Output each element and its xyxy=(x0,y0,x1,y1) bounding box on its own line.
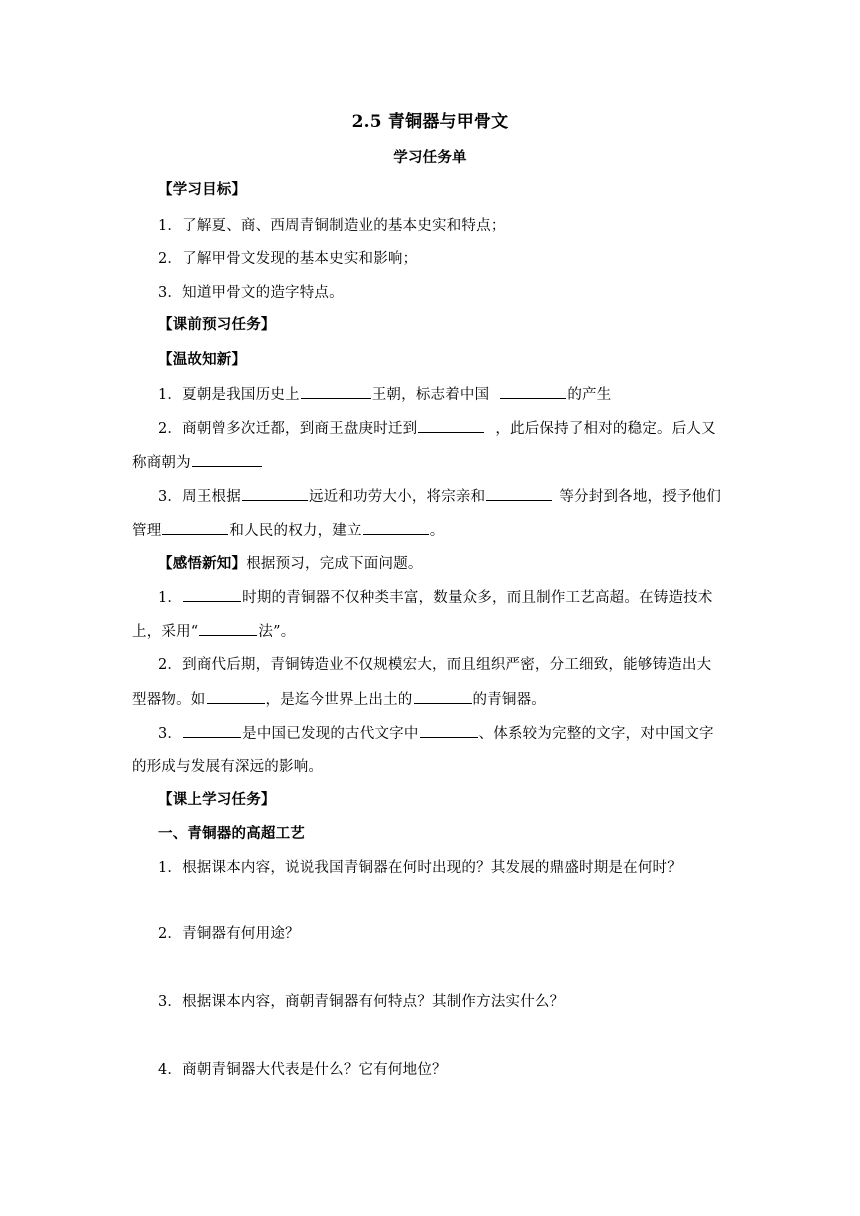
preview-heading: 【课前预习任务】 xyxy=(158,316,276,333)
new-question-2-cont xyxy=(132,689,546,710)
question-text: 的青铜器。 xyxy=(472,692,546,708)
objective-item: 2．了解甲骨文发现的基本史实和影响； xyxy=(158,251,418,267)
answer-blank[interactable] xyxy=(420,723,478,738)
new-question-3 xyxy=(158,723,714,744)
answer-blank[interactable] xyxy=(486,486,552,501)
question-text: 型器物。如 xyxy=(132,692,206,708)
review-question-2 xyxy=(158,418,716,439)
review-question-3-cont xyxy=(132,520,444,541)
question-text: 管理 xyxy=(132,523,162,539)
answer-blank[interactable] xyxy=(414,689,472,704)
answer-blank[interactable] xyxy=(242,486,308,501)
question-text: 远近和功劳大小，将宗亲和 xyxy=(308,489,486,505)
answer-blank[interactable] xyxy=(363,520,429,535)
answer-blank[interactable] xyxy=(207,689,265,704)
question-text: 王朝，标志着中国 xyxy=(371,387,490,403)
new-question-2: 2．到商代后期，青铜铸造业不仅规模宏大，而且组织严密，分工细致，能够铸造出大 xyxy=(158,657,712,673)
answer-blank[interactable] xyxy=(418,418,484,433)
question-text: ，此后保持了相对的稳定。后人又 xyxy=(495,421,716,437)
question-text: 的产生 xyxy=(567,387,612,403)
question-text: 、体系较为完整的文字，对中国文字 xyxy=(478,726,714,742)
objectives-heading: 【学习目标】 xyxy=(158,181,247,198)
inclass-question: 2．青铜器有何用途？ xyxy=(158,926,300,942)
objective-item: 1．了解夏、商、西周青铜制造业的基本史实和特点； xyxy=(158,218,506,234)
question-text: 称商朝为 xyxy=(132,455,191,471)
review-question-2-cont xyxy=(132,452,263,473)
question-text: 是中国已发现的古代文字中 xyxy=(242,726,419,742)
question-text: 根据预习，完成下面问题。 xyxy=(246,556,423,572)
section-heading: 一、青铜器的高超工艺 xyxy=(158,825,305,842)
review-heading: 【温故知新】 xyxy=(158,351,247,368)
answer-blank[interactable] xyxy=(301,384,371,399)
question-text: 3． xyxy=(158,726,183,742)
new-knowledge-intro xyxy=(158,554,423,574)
question-text: 等分封到各地，授予他们 xyxy=(559,489,722,505)
answer-blank[interactable] xyxy=(183,723,241,738)
inclass-question: 4．商朝青铜器大代表是什么？它有何地位？ xyxy=(158,1062,447,1078)
question-text: 1．夏朝是我国历史上 xyxy=(158,387,300,403)
review-question-3 xyxy=(158,486,721,507)
answer-blank[interactable] xyxy=(192,452,262,467)
question-text: 。 xyxy=(429,523,445,539)
new-question-1-cont xyxy=(132,621,295,642)
new-question-3-cont: 的形成与发展有深远的影响。 xyxy=(132,759,324,775)
review-question-1 xyxy=(158,384,611,405)
question-text: ，是迄今世界上出土的 xyxy=(265,692,413,708)
answer-blank[interactable] xyxy=(199,621,257,636)
question-text: 法”。 xyxy=(258,624,296,640)
inclass-question: 3．根据课本内容，商朝青铜器有何特点？其制作方法实什么？ xyxy=(158,994,565,1010)
question-text: 时期的青铜器不仅种类丰富，数量众多，而且制作工艺高超。在铸造技术 xyxy=(242,590,713,606)
answer-blank[interactable] xyxy=(500,384,566,399)
question-text: 2．商朝曾多次迁都，到商王盘庚时迁到 xyxy=(158,421,418,437)
answer-blank[interactable] xyxy=(183,587,241,602)
inclass-heading: 【课上学习任务】 xyxy=(158,791,276,808)
objective-item: 3．知道甲骨文的造字特点。 xyxy=(158,285,344,301)
page-subtitle: 学习任务单 xyxy=(393,149,467,166)
answer-blank[interactable] xyxy=(162,520,228,535)
question-text: 3．周王根据 xyxy=(158,489,241,505)
question-text: 1． xyxy=(158,590,183,606)
new-question-1 xyxy=(158,587,713,608)
new-knowledge-heading: 【感悟新知】 xyxy=(158,555,247,572)
question-text: 和人民的权力，建立 xyxy=(229,523,362,539)
question-text: 上，采用“ xyxy=(132,624,199,640)
page-title: 2.5 青铜器与甲骨文 xyxy=(351,112,509,132)
inclass-question: 1．根据课本内容，说说我国青铜器在何时出现的？其发展的鼎盛时期是在何时？ xyxy=(158,860,682,876)
